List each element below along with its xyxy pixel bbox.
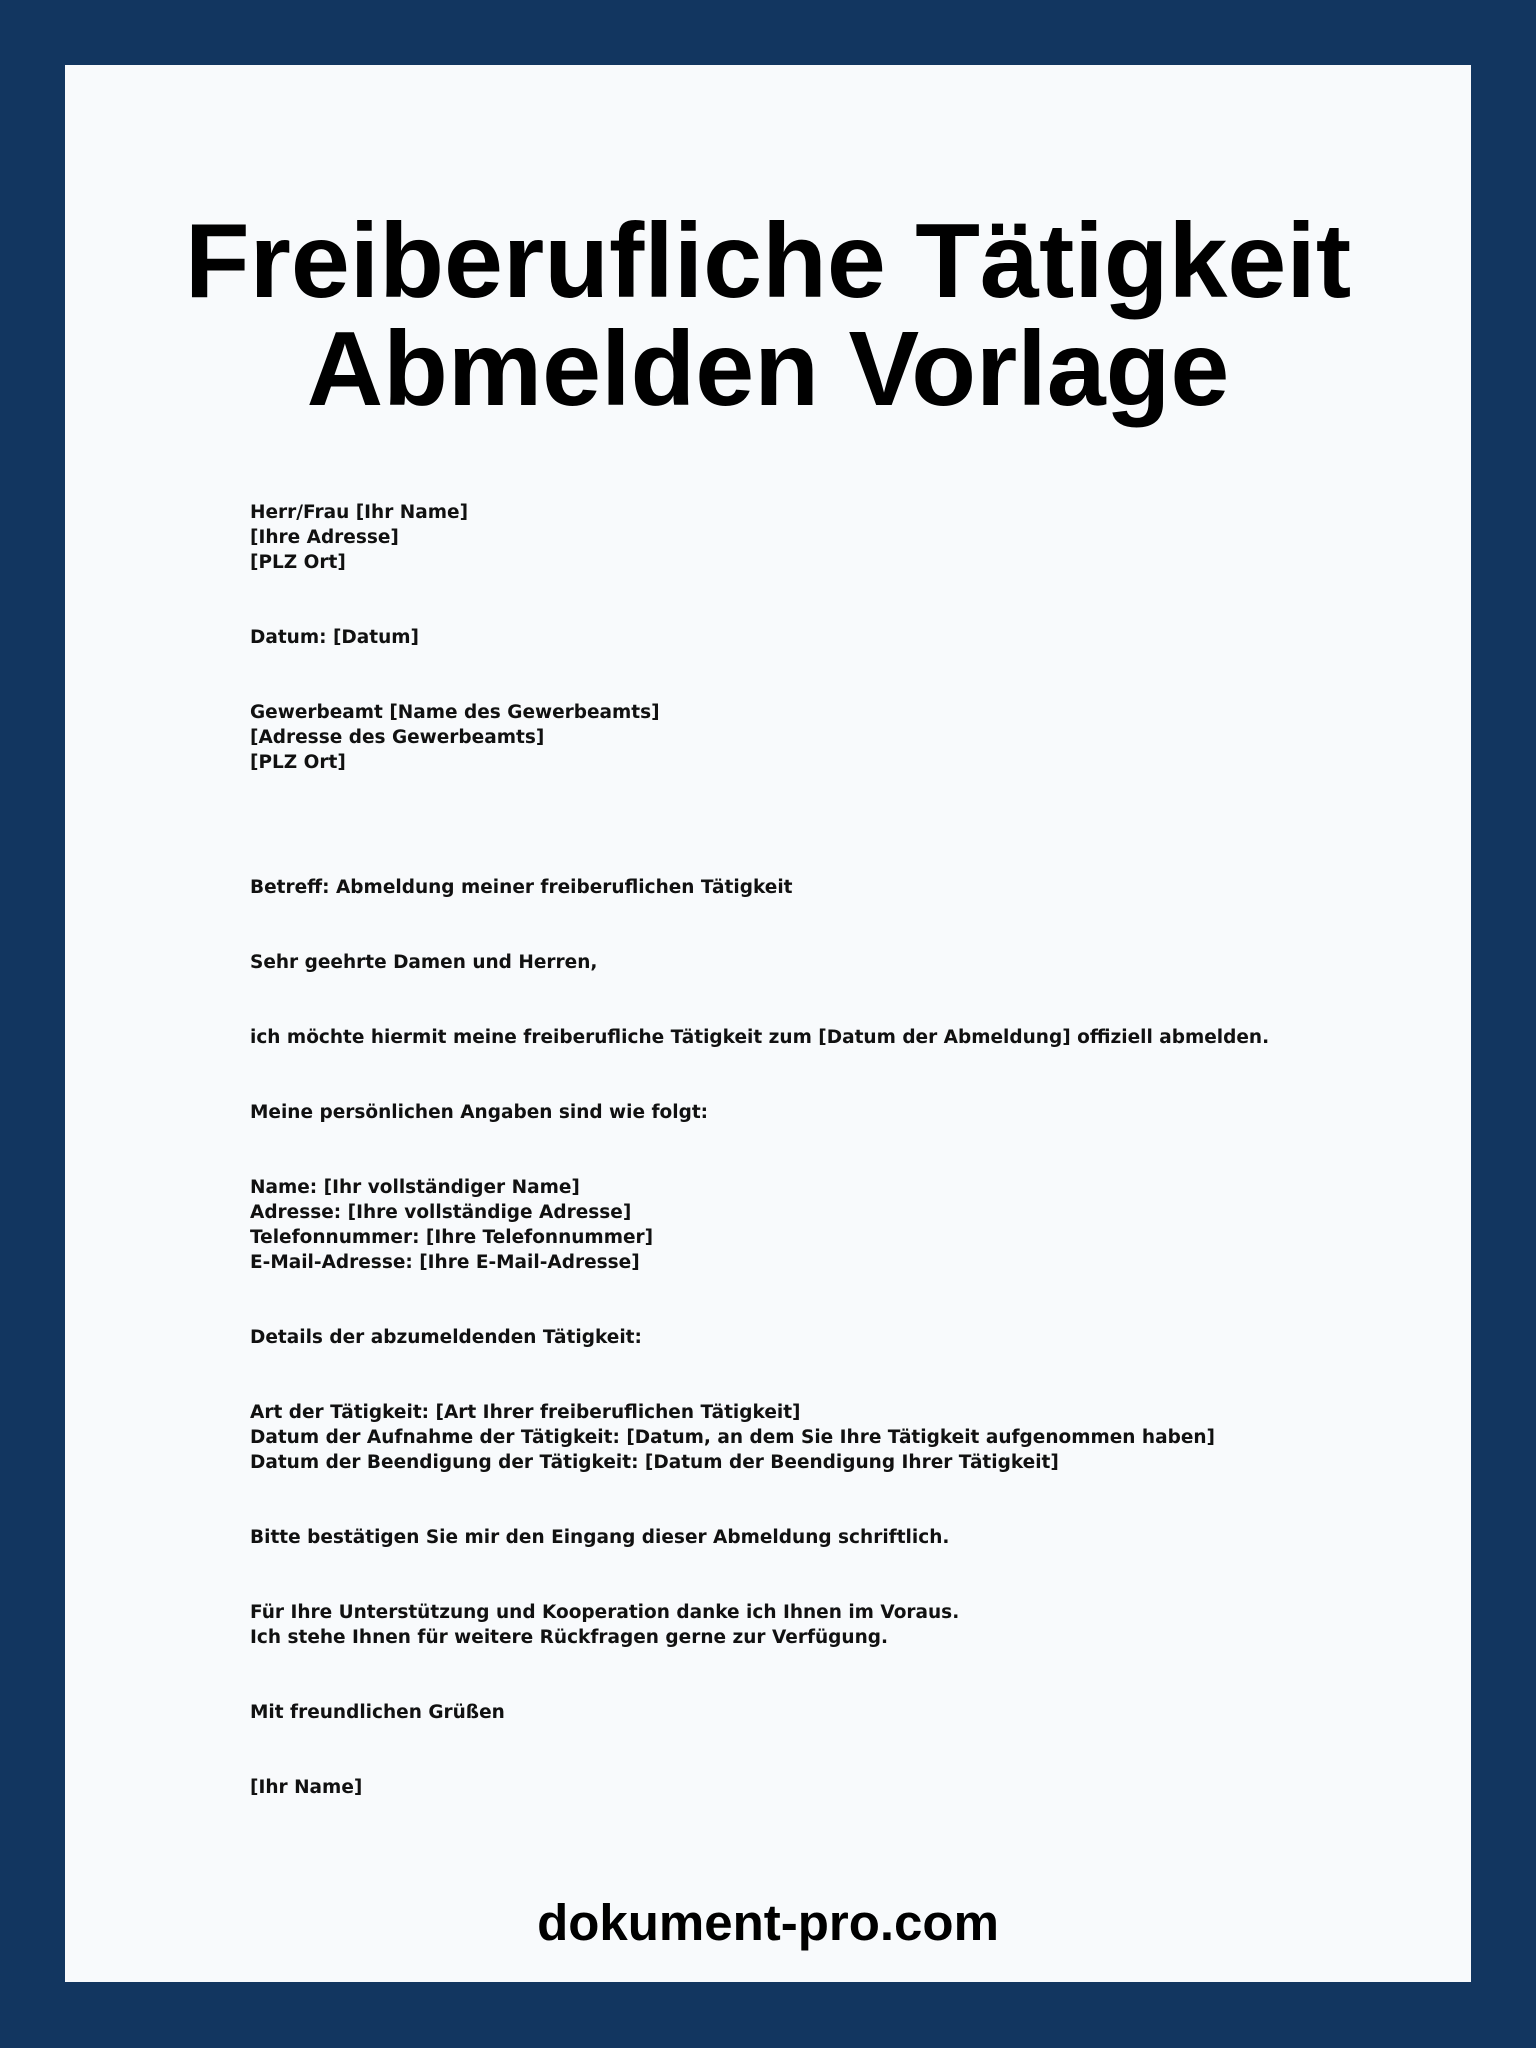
activity-details [250,1400,1215,1475]
recipient-address [250,700,660,775]
recipient-street: [Adresse des Gewerbeamts] [250,727,545,748]
title-line-2: Abmelden Vorlage [306,310,1230,428]
letter-date [250,625,419,650]
letter-closing [250,1700,505,1725]
activity-start-date: Datum der Aufnahme der Tätigkeit: [Datum, an dem Sie Ihre Tätigkeit aufgenommen haben] [250,1427,1215,1448]
intro-line: ich möchte hiermit meine freiberufliche Tätigkeit zum [Datum der Abmeldung] offiziell abmelden. [250,1027,1270,1048]
salutation-line: Sehr geehrte Damen und Herren, [250,952,598,973]
personal-details [250,1175,653,1275]
document-title [65,202,1471,428]
confirmation-request [250,1525,949,1550]
sender-name: Herr/Frau [Ihr Name] [250,502,469,523]
footer-website: dokument-pro.com [537,1894,999,1951]
detail-address: Adresse: [Ihre vollständige Adresse] [250,1202,632,1223]
letter-subject [250,875,793,900]
activity-heading [250,1325,642,1350]
title-line-1: Freiberufliche Tätigkeit [184,202,1352,320]
detail-name: Name: [Ihr vollständiger Name] [250,1177,580,1198]
thanks-line-2: Ich stehe Ihnen für weitere Rückfragen gerne zur Verfügung. [250,1627,889,1648]
detail-phone: Telefonnummer: [Ihre Telefonnummer] [250,1227,654,1248]
sender-address [250,500,468,575]
activity-heading-line: Details der abzumeldenden Tätigkeit: [250,1327,642,1348]
document-page [65,65,1471,1982]
signature-line: [Ihr Name] [250,1777,363,1798]
detail-email: E-Mail-Adresse: [Ihre E-Mail-Adresse] [250,1252,640,1273]
personal-heading-line: Meine persönlichen Angaben sind wie folgt: [250,1102,709,1123]
letter-intro [250,1025,1269,1050]
letter-salutation [250,950,597,975]
recipient-city: [PLZ Ort] [250,752,346,773]
thanks-line-1: Für Ihre Unterstützung und Kooperation danke ich Ihnen im Voraus. [250,1602,960,1623]
confirmation-line: Bitte bestätigen Sie mir den Eingang dieser Abmeldung schriftlich. [250,1527,950,1548]
sender-street: [Ihre Adresse] [250,527,399,548]
activity-end-date: Datum der Beendigung der Tätigkeit: [Datum der Beendigung Ihrer Tätigkeit] [250,1452,1059,1473]
thanks-paragraph [250,1600,959,1650]
date-line: Datum: [Datum] [250,627,420,648]
recipient-name: Gewerbeamt [Name des Gewerbeamts] [250,702,660,723]
subject-line: Betreff: Abmeldung meiner freiberuflichen Tätigkeit [250,877,793,898]
letter-signature [250,1775,362,1800]
personal-heading [250,1100,708,1125]
sender-city: [PLZ Ort] [250,552,346,573]
closing-line: Mit freundlichen Grüßen [250,1702,505,1723]
activity-type: Art der Tätigkeit: [Art Ihrer freiberuflichen Tätigkeit] [250,1402,801,1423]
